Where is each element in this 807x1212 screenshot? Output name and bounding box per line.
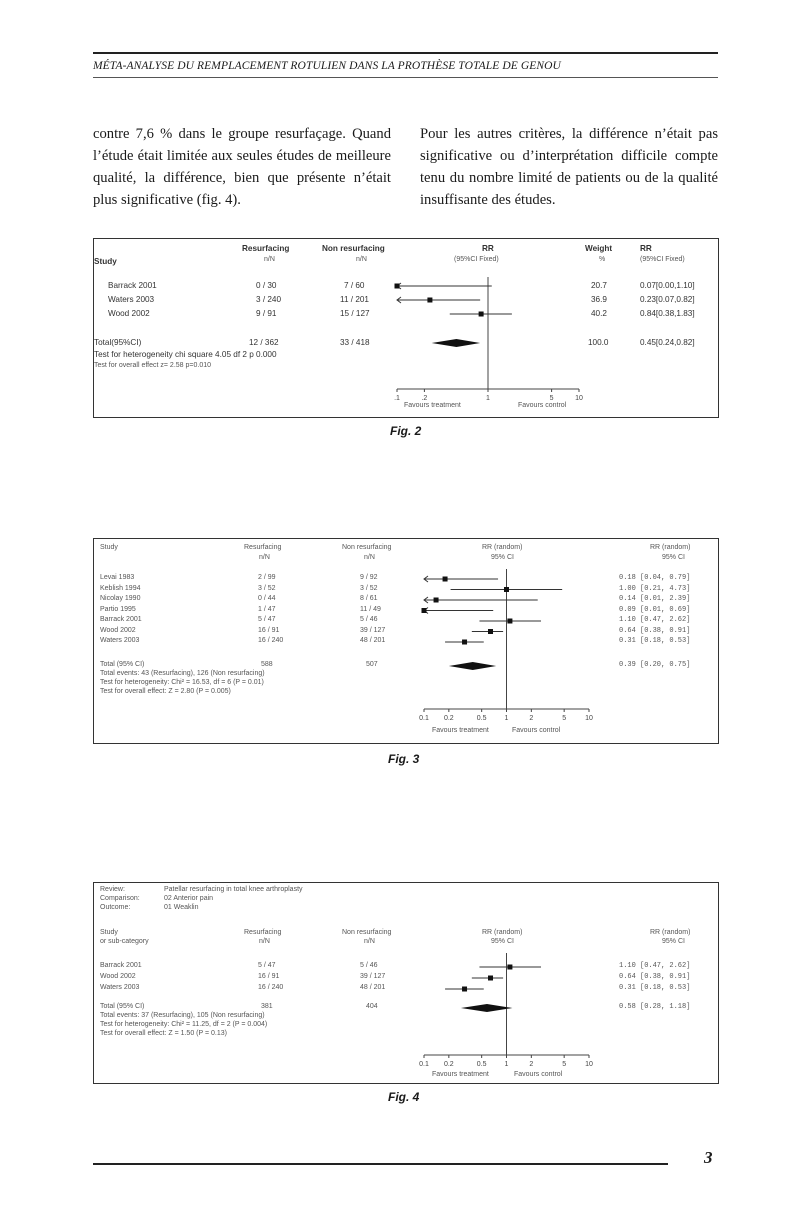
figure-4-plot-area <box>94 883 718 1083</box>
fig3-row-nonresurf: 39 / 127 <box>360 626 386 634</box>
fig2-row-ci: 0.84[0.38,1.83] <box>640 309 695 318</box>
fig3-point-estimate <box>443 577 448 582</box>
fig4-point-estimate <box>507 965 512 970</box>
fig3-row-resurf: 16 / 91 <box>258 626 280 634</box>
fig2-header-rr2-sub: (95%CI Fixed) <box>640 256 685 263</box>
fig3-header-nonresurf-sub: n/N <box>364 554 375 561</box>
fig4-tick-label: 0.1 <box>419 1061 429 1068</box>
fig4-row-ci: 0.31 [0.18, 0.53] <box>619 984 691 992</box>
fig3-point-estimate <box>422 608 427 613</box>
fig4-header-study: Study <box>100 929 118 936</box>
fig2-row-ci: 0.23[0.07,0.82] <box>640 295 695 304</box>
fig4-header-resurf-sub: n/N <box>259 938 270 945</box>
fig2-total-label: Total(95%CI) <box>94 338 142 347</box>
fig4-tick-label: 5 <box>562 1061 567 1068</box>
fig4-favours-right: Favours control <box>514 1071 563 1078</box>
fig3-row-ci: 1.00 [0.21, 4.73] <box>619 584 691 593</box>
fig3-tick-label: 5 <box>562 715 567 722</box>
fig4-row-ci: 1.10 [0.47, 2.62] <box>619 962 691 970</box>
fig2-header-nonresurf: Non resurfacing <box>322 244 385 253</box>
fig2-row-resurf: 9 / 91 <box>256 309 277 318</box>
running-title: MÉTA-ANALYSE DU REMPLACEMENT ROTULIEN DANS LA PROTHÈSE TOTALE DE GENOU <box>93 60 561 72</box>
header-rule-top <box>93 52 718 54</box>
fig2-point-estimate <box>479 312 484 317</box>
fig4-caption: Fig. 4 <box>388 1090 420 1104</box>
fig2-tick-label: 5 <box>549 395 554 402</box>
fig3-row-nonresurf: 48 / 201 <box>360 637 386 644</box>
fig3-row-nonresurf: 5 / 46 <box>360 616 378 623</box>
fig3-row-ci: 0.14 [0.01, 2.39] <box>619 595 691 603</box>
fig3-point-estimate <box>434 598 439 603</box>
fig2-tick-label: .2 <box>421 395 428 402</box>
fig4-header-rr-sub: 95% CI <box>491 938 514 945</box>
fig2-tick-label: .1 <box>394 395 400 402</box>
fig3-row-resurf: 16 / 240 <box>258 637 284 644</box>
fig3-header-study: Study <box>100 544 118 551</box>
figure-4-forest-plot <box>93 882 719 1084</box>
fig4-heterogeneity: Test for heterogeneity: Chi² = 11.25, df = 2 (P = 0.004) <box>100 1021 268 1028</box>
fig4-tick-label: 2 <box>529 1061 534 1068</box>
fig4-header-resurf: Resurfacing <box>244 929 282 936</box>
fig4-row-study: Waters 2003 <box>100 984 140 991</box>
fig4-tick-label: 1 <box>504 1061 509 1068</box>
fig3-row-ci: 1.10 [0.47, 2.62] <box>619 616 691 624</box>
fig3-row-nonresurf: 9 / 92 <box>360 574 378 581</box>
fig4-header-rr2: RR (random) <box>650 929 691 936</box>
fig3-tick-label: 1 <box>504 715 509 722</box>
fig4-total-events: Total events: 37 (Resurfacing), 105 (Non resurfacing) <box>100 1012 265 1019</box>
fig2-row-study: Barrack 2001 <box>108 281 157 290</box>
fig2-row-nonresurf: 15 / 127 <box>340 309 370 318</box>
fig4-row-resurf: 5 / 47 <box>258 962 276 969</box>
fig2-header-rr2: RR <box>640 244 652 253</box>
fig4-meta-val: 02 Anterior pain <box>164 895 214 902</box>
fig2-row-study: Wood 2002 <box>108 309 150 318</box>
fig3-tick-label: 2 <box>529 715 534 722</box>
fig2-total-ci: 0.45[0.24,0.82] <box>640 338 695 347</box>
fig4-tick-label: 0.2 <box>443 1061 454 1068</box>
fig4-header-rr2-sub: 95% CI <box>662 938 685 945</box>
fig2-row-nonresurf: 7 / 60 <box>344 281 365 290</box>
fig4-row-nonresurf: 39 / 127 <box>360 973 386 980</box>
fig3-row-nonresurf: 8 / 61 <box>360 595 378 602</box>
fig2-favours-left: Favours treatment <box>404 402 461 409</box>
fig2-header-weight: Weight <box>585 244 613 253</box>
fig2-total-diamond <box>432 339 481 347</box>
fig3-row-ci: 0.31 [0.18, 0.53] <box>619 637 691 645</box>
fig4-total-nonresurf: 404 <box>366 1003 378 1010</box>
fig3-row-resurf: 3 / 52 <box>258 584 276 592</box>
fig3-row-ci: 0.64 [0.38, 0.91] <box>619 626 691 635</box>
fig3-point-estimate <box>504 587 509 592</box>
fig3-total-resurf: 588 <box>261 661 273 668</box>
fig3-header-rr2-sub: 95% CI <box>662 554 685 561</box>
fig3-caption: Fig. 3 <box>388 752 420 766</box>
fig4-tick-label: 0.5 <box>476 1061 487 1068</box>
fig3-point-estimate <box>488 629 493 634</box>
fig2-point-estimate <box>395 284 400 289</box>
fig3-row-study: Waters 2003 <box>100 637 140 644</box>
body-text-right: Pour les autres critères, la différence n’était pas significative ou d’interprétation difficile compte tenu du nombre limité de patients ou de la qualité insuffisante des études. <box>420 126 718 208</box>
fig4-meta-key: Comparison: <box>100 895 140 902</box>
footer-rule <box>93 1163 668 1165</box>
fig2-total-resurf: 12 / 362 <box>249 338 279 347</box>
fig4-row-resurf: 16 / 91 <box>258 973 280 980</box>
fig4-total-label: Total (95% CI) <box>100 1003 145 1010</box>
fig2-header-rr: RR <box>482 244 494 253</box>
fig2-row-weight: 36.9 <box>591 295 607 304</box>
fig3-favours-right: Favours control <box>512 727 561 734</box>
fig2-heterogeneity: Test for heterogeneity chi square 4.05 df 2 p 0.000 <box>94 350 277 359</box>
fig3-point-estimate <box>462 640 467 645</box>
fig2-row-study: Waters 2003 <box>108 295 155 304</box>
fig2-overall-effect: Test for overall effect z= 2.58 p=0.010 <box>94 362 212 369</box>
fig2-total-nonresurf: 33 / 418 <box>340 338 370 347</box>
fig3-row-nonresurf: 3 / 52 <box>360 584 378 592</box>
fig4-meta-key: Review: <box>100 886 125 893</box>
fig2-point-estimate <box>427 298 432 303</box>
fig4-total-ci: 0.58 [0.28, 1.18] <box>619 1003 691 1011</box>
fig4-row-nonresurf: 5 / 46 <box>360 962 378 969</box>
fig2-header-nonresurf-sub: n/N <box>356 256 367 263</box>
fig3-row-ci: 0.09 [0.01, 0.69] <box>619 605 691 614</box>
fig4-meta-val: 01 Weaklin <box>164 904 199 911</box>
fig4-row-ci: 0.64 [0.38, 0.91] <box>619 973 691 981</box>
fig2-header-resurf: Resurfacing <box>242 244 290 253</box>
fig3-row-study: Keblish 1994 <box>100 584 141 592</box>
fig2-row-resurf: 3 / 240 <box>256 295 282 304</box>
fig3-row-ci: 0.18 [0.04, 0.79] <box>619 574 691 582</box>
figure-2-plot-area <box>94 239 718 417</box>
fig4-total-resurf: 381 <box>261 1003 273 1010</box>
fig2-total-weight: 100.0 <box>588 338 609 347</box>
fig3-row-study: Partio 1995 <box>100 605 136 613</box>
fig3-favours-left: Favours treatment <box>432 727 489 734</box>
fig4-point-estimate <box>462 987 467 992</box>
fig3-total-label: Total (95% CI) <box>100 661 145 668</box>
fig3-tick-label: 0.1 <box>419 715 429 722</box>
fig3-row-study: Levai 1983 <box>100 574 135 581</box>
fig3-row-study: Barrack 2001 <box>100 616 142 623</box>
fig2-tick-label: 10 <box>575 395 583 402</box>
fig3-header-rr: RR (random) <box>482 544 523 551</box>
fig3-heterogeneity: Test for heterogeneity: Chi² = 16.53, df = 6 (P = 0.01) <box>100 679 264 686</box>
fig3-header-rr2: RR (random) <box>650 544 691 551</box>
fig4-total-diamond <box>461 1004 513 1012</box>
fig3-tick-label: 0.5 <box>476 715 487 722</box>
fig2-row-weight: 40.2 <box>591 309 607 318</box>
fig2-header-study: Study <box>94 257 117 266</box>
fig3-header-rr-sub: 95% CI <box>491 554 514 561</box>
fig3-row-resurf: 5 / 47 <box>258 616 276 623</box>
fig4-header-study-sub: or sub-category <box>100 938 149 945</box>
fig4-header-nonresurf: Non resurfacing <box>342 929 392 936</box>
fig3-header-resurf: Resurfacing <box>244 544 282 551</box>
fig4-row-nonresurf: 48 / 201 <box>360 984 386 991</box>
fig3-row-study: Wood 2002 <box>100 626 136 634</box>
fig3-total-nonresurf: 507 <box>366 661 378 668</box>
fig4-row-resurf: 16 / 240 <box>258 984 284 991</box>
fig3-row-resurf: 1 / 47 <box>258 605 276 613</box>
fig3-header-resurf-sub: n/N <box>259 554 270 561</box>
fig3-tick-label: 10 <box>585 715 593 722</box>
fig2-row-nonresurf: 11 / 201 <box>340 295 369 304</box>
body-text-left: contre 7,6 % dans le groupe resurfaçage. Quand l’étude était limitée aux seules études de meilleure qualité, la différence, bien que présente n’était plus significative (fig. 4). <box>93 126 391 208</box>
fig3-tick-label: 0.2 <box>443 715 454 722</box>
fig2-favours-right: Favours control <box>518 402 567 409</box>
fig3-row-nonresurf: 11 / 49 <box>360 605 381 613</box>
fig3-total-ci: 0.39 [0.20, 0.75] <box>619 661 691 669</box>
fig2-caption: Fig. 2 <box>390 424 422 438</box>
fig4-tick-label: 10 <box>585 1061 593 1068</box>
figure-2-forest-plot <box>93 238 719 418</box>
fig3-point-estimate <box>507 619 512 624</box>
fig2-row-ci: 0.07[0.00,1.10] <box>640 281 695 290</box>
page-number: 3 <box>704 1148 713 1167</box>
header-rule-bottom <box>93 77 718 78</box>
fig4-row-study: Barrack 2001 <box>100 962 142 969</box>
fig3-header-nonresurf: Non resurfacing <box>342 544 392 551</box>
fig3-row-resurf: 0 / 44 <box>258 595 276 602</box>
fig2-row-resurf: 0 / 30 <box>256 281 277 290</box>
fig3-row-resurf: 2 / 99 <box>258 574 276 581</box>
fig4-point-estimate <box>488 976 493 981</box>
fig4-row-study: Wood 2002 <box>100 973 136 980</box>
fig4-overall-effect: Test for overall effect: Z = 1.50 (P = 0.13) <box>100 1030 227 1037</box>
fig2-header-weight-sub: % <box>599 256 606 263</box>
fig4-favours-left: Favours treatment <box>432 1071 489 1078</box>
fig3-total-diamond <box>449 662 496 670</box>
fig3-total-events: Total events: 43 (Resurfacing), 126 (Non resurfacing) <box>100 670 265 677</box>
fig2-tick-label: 1 <box>486 395 490 402</box>
fig4-meta-key: Outcome: <box>100 904 131 911</box>
fig4-header-nonresurf-sub: n/N <box>364 938 375 945</box>
figure-3-forest-plot <box>93 538 719 744</box>
fig4-header-rr: RR (random) <box>482 929 523 936</box>
fig2-header-rr-sub: (95%CI Fixed) <box>454 256 499 263</box>
fig4-meta-val: Patellar resurfacing in total knee arthroplasty <box>164 886 303 893</box>
fig3-row-study: Nicolay 1990 <box>100 595 141 602</box>
fig2-row-weight: 20.7 <box>591 281 607 290</box>
fig2-header-resurf-sub: n/N <box>264 256 275 263</box>
fig3-overall-effect: Test for overall effect: Z = 2.80 (P = 0.005) <box>100 688 231 695</box>
